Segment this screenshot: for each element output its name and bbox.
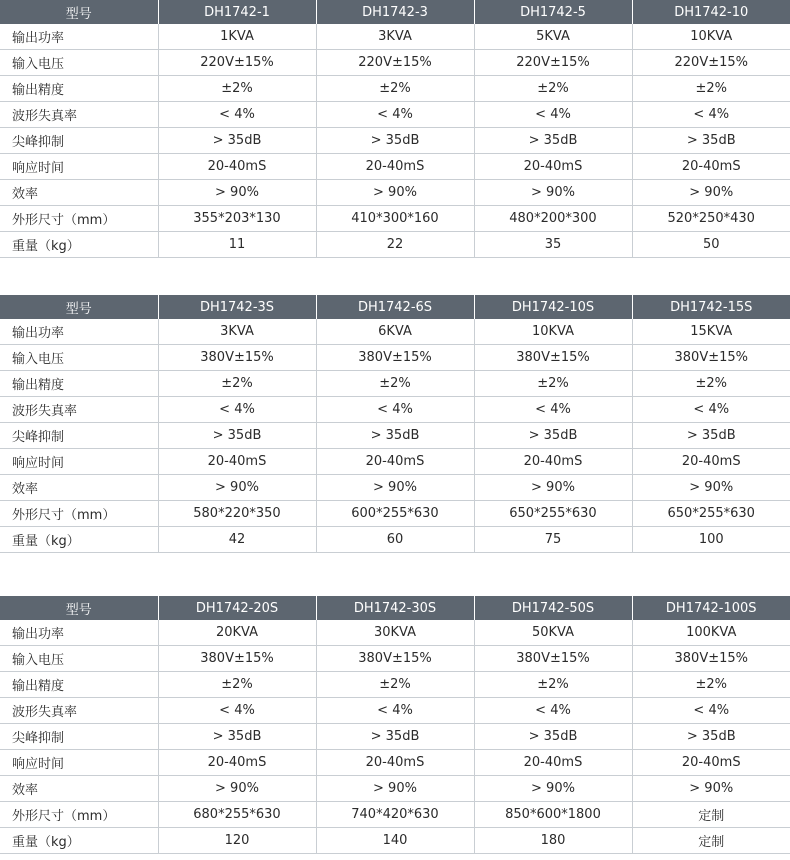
table-cell: 100	[632, 527, 790, 553]
table-cell: 380V±15%	[474, 646, 632, 672]
table-cell: 20-40mS	[474, 154, 632, 180]
table-cell: 60	[316, 527, 474, 553]
table-cell: ±2%	[474, 672, 632, 698]
row-label: 重量（kg）	[0, 232, 158, 258]
table-cell: < 4%	[632, 397, 790, 423]
table-row	[0, 527, 790, 553]
model-header-cell: DH1742-100S	[632, 596, 790, 620]
row-label: 尖峰抑制	[0, 128, 158, 154]
model-header-cell: DH1742-30S	[316, 596, 474, 620]
table-cell: 20-40mS	[158, 750, 316, 776]
table-row	[0, 345, 790, 371]
table-cell: ±2%	[158, 76, 316, 102]
table-row	[0, 620, 790, 646]
model-header-cell: DH1742-1	[158, 0, 316, 24]
table-cell: 120	[158, 828, 316, 854]
row-label: 输出精度	[0, 672, 158, 698]
table-cell: ±2%	[474, 76, 632, 102]
table-cell: > 90%	[158, 475, 316, 501]
row-label: 响应时间	[0, 750, 158, 776]
table-cell: > 35dB	[158, 724, 316, 750]
table-cell: 600*255*630	[316, 501, 474, 527]
table-cell: 1KVA	[158, 24, 316, 50]
table-row	[0, 371, 790, 397]
table-cell: ±2%	[316, 371, 474, 397]
table-cell: < 4%	[316, 397, 474, 423]
row-label: 外形尺寸（mm）	[0, 206, 158, 232]
table-cell: > 90%	[474, 475, 632, 501]
table-row	[0, 397, 790, 423]
table-cell: > 35dB	[632, 423, 790, 449]
table-cell: 35	[474, 232, 632, 258]
model-header-cell: DH1742-50S	[474, 596, 632, 620]
table-cell: 50	[632, 232, 790, 258]
table-row	[0, 24, 790, 50]
table-cell: 380V±15%	[474, 345, 632, 371]
table-cell: 680*255*630	[158, 802, 316, 828]
table-cell: 3KVA	[158, 319, 316, 345]
table-cell: 850*600*1800	[474, 802, 632, 828]
model-header-cell: DH1742-15S	[632, 295, 790, 319]
row-label: 效率	[0, 475, 158, 501]
table-cell: 20-40mS	[316, 449, 474, 475]
table-cell: 20-40mS	[474, 449, 632, 475]
table-cell: 6KVA	[316, 319, 474, 345]
table-cell: < 4%	[474, 698, 632, 724]
table-row	[0, 154, 790, 180]
table-cell: 20-40mS	[474, 750, 632, 776]
table-row	[0, 128, 790, 154]
row-label: 响应时间	[0, 449, 158, 475]
table-row	[0, 102, 790, 128]
row-label: 尖峰抑制	[0, 724, 158, 750]
table-cell: < 4%	[316, 698, 474, 724]
table-cell: ±2%	[316, 76, 474, 102]
row-label: 波形失真率	[0, 397, 158, 423]
table-cell: > 90%	[632, 776, 790, 802]
table-cell: ±2%	[632, 76, 790, 102]
table-cell: > 90%	[158, 180, 316, 206]
table-cell: > 90%	[632, 180, 790, 206]
row-label: 输出功率	[0, 24, 158, 50]
row-label: 波形失真率	[0, 102, 158, 128]
table-cell: 42	[158, 527, 316, 553]
table-row	[0, 672, 790, 698]
model-header-cell: DH1742-3	[316, 0, 474, 24]
row-label: 波形失真率	[0, 698, 158, 724]
table-cell: 30KVA	[316, 620, 474, 646]
table-cell: 380V±15%	[632, 646, 790, 672]
table-cell: 75	[474, 527, 632, 553]
row-label: 输出精度	[0, 371, 158, 397]
table-cell: > 90%	[316, 776, 474, 802]
table-cell: < 4%	[474, 397, 632, 423]
table-cell: 5KVA	[474, 24, 632, 50]
table-row	[0, 501, 790, 527]
table-cell: 20-40mS	[158, 154, 316, 180]
table-cell: 740*420*630	[316, 802, 474, 828]
table-cell: > 35dB	[474, 724, 632, 750]
table-cell: 140	[316, 828, 474, 854]
table-row	[0, 724, 790, 750]
table-cell: > 90%	[632, 475, 790, 501]
table-cell: ±2%	[632, 672, 790, 698]
table-cell: 355*203*130	[158, 206, 316, 232]
row-label: 输入电压	[0, 646, 158, 672]
table-cell: ±2%	[632, 371, 790, 397]
table-cell: < 4%	[474, 102, 632, 128]
table-cell: 520*250*430	[632, 206, 790, 232]
row-label: 输出功率	[0, 620, 158, 646]
table-row	[0, 646, 790, 672]
table-cell: > 90%	[158, 776, 316, 802]
table-cell: > 35dB	[158, 128, 316, 154]
row-label: 重量（kg）	[0, 527, 158, 553]
header-label-cell: 型号	[0, 295, 158, 319]
header-row	[0, 596, 790, 620]
row-label: 输入电压	[0, 50, 158, 76]
row-label: 输出功率	[0, 319, 158, 345]
table-cell: ±2%	[474, 371, 632, 397]
table-cell: 15KVA	[632, 319, 790, 345]
model-header-cell: DH1742-10S	[474, 295, 632, 319]
table-row	[0, 76, 790, 102]
row-label: 重量（kg）	[0, 828, 158, 854]
table-cell: > 35dB	[632, 724, 790, 750]
table-cell: < 4%	[316, 102, 474, 128]
table-cell: 100KVA	[632, 620, 790, 646]
header-label-cell: 型号	[0, 596, 158, 620]
model-header-cell: DH1742-3S	[158, 295, 316, 319]
row-label: 尖峰抑制	[0, 423, 158, 449]
table-row	[0, 423, 790, 449]
table-cell: > 35dB	[474, 128, 632, 154]
table-cell: < 4%	[632, 102, 790, 128]
table-cell: 650*255*630	[474, 501, 632, 527]
table-cell: 20-40mS	[316, 154, 474, 180]
table-cell: 220V±15%	[474, 50, 632, 76]
table-cell: 20-40mS	[632, 750, 790, 776]
table-cell: 380V±15%	[316, 345, 474, 371]
table-cell: ±2%	[316, 672, 474, 698]
table-cell: > 35dB	[316, 128, 474, 154]
table-cell: ±2%	[158, 371, 316, 397]
table-row	[0, 776, 790, 802]
table-cell: 20-40mS	[158, 449, 316, 475]
row-label: 效率	[0, 180, 158, 206]
table-row	[0, 232, 790, 258]
spec-table-2	[0, 295, 790, 553]
table-cell: > 35dB	[474, 423, 632, 449]
table-cell: > 90%	[316, 475, 474, 501]
spec-table-3	[0, 596, 790, 854]
table-cell: 480*200*300	[474, 206, 632, 232]
table-cell: 380V±15%	[158, 646, 316, 672]
table-cell: 180	[474, 828, 632, 854]
table-row	[0, 475, 790, 501]
table-cell: > 35dB	[158, 423, 316, 449]
model-header-cell: DH1742-6S	[316, 295, 474, 319]
table-row	[0, 750, 790, 776]
model-header-cell: DH1742-5	[474, 0, 632, 24]
table-cell: 22	[316, 232, 474, 258]
row-label: 输出精度	[0, 76, 158, 102]
table-cell: 定制	[632, 828, 790, 854]
table-cell: 10KVA	[632, 24, 790, 50]
row-label: 效率	[0, 776, 158, 802]
table-cell: > 35dB	[316, 724, 474, 750]
table-cell: 650*255*630	[632, 501, 790, 527]
table-cell: > 35dB	[316, 423, 474, 449]
table-row	[0, 180, 790, 206]
table-cell: 380V±15%	[632, 345, 790, 371]
table-cell: 220V±15%	[632, 50, 790, 76]
model-header-cell: DH1742-10	[632, 0, 790, 24]
table-row	[0, 206, 790, 232]
model-header-cell: DH1742-20S	[158, 596, 316, 620]
row-label: 外形尺寸（mm）	[0, 802, 158, 828]
table-cell: > 35dB	[632, 128, 790, 154]
table-cell: 20KVA	[158, 620, 316, 646]
table-row	[0, 802, 790, 828]
header-row	[0, 295, 790, 319]
table-cell: 11	[158, 232, 316, 258]
table-cell: 580*220*350	[158, 501, 316, 527]
table-cell: < 4%	[158, 102, 316, 128]
table-cell: 20-40mS	[632, 449, 790, 475]
header-row	[0, 0, 790, 24]
table-cell: 3KVA	[316, 24, 474, 50]
table-cell: 20-40mS	[316, 750, 474, 776]
table-cell: < 4%	[158, 397, 316, 423]
table-cell: 410*300*160	[316, 206, 474, 232]
row-label: 外形尺寸（mm）	[0, 501, 158, 527]
table-cell: > 90%	[474, 180, 632, 206]
table-row	[0, 319, 790, 345]
table-cell: ±2%	[158, 672, 316, 698]
table-cell: 380V±15%	[316, 646, 474, 672]
row-label: 响应时间	[0, 154, 158, 180]
header-label-cell: 型号	[0, 0, 158, 24]
table-cell: 50KVA	[474, 620, 632, 646]
row-label: 输入电压	[0, 345, 158, 371]
table-row	[0, 50, 790, 76]
table-cell: < 4%	[158, 698, 316, 724]
spec-table-1	[0, 0, 790, 258]
table-cell: < 4%	[632, 698, 790, 724]
table-cell: 220V±15%	[316, 50, 474, 76]
table-cell: > 90%	[316, 180, 474, 206]
table-cell: 10KVA	[474, 319, 632, 345]
table-cell: 定制	[632, 802, 790, 828]
table-row	[0, 698, 790, 724]
table-cell: 220V±15%	[158, 50, 316, 76]
table-cell: 20-40mS	[632, 154, 790, 180]
table-cell: > 90%	[474, 776, 632, 802]
table-row	[0, 449, 790, 475]
table-cell: 380V±15%	[158, 345, 316, 371]
table-row	[0, 828, 790, 854]
